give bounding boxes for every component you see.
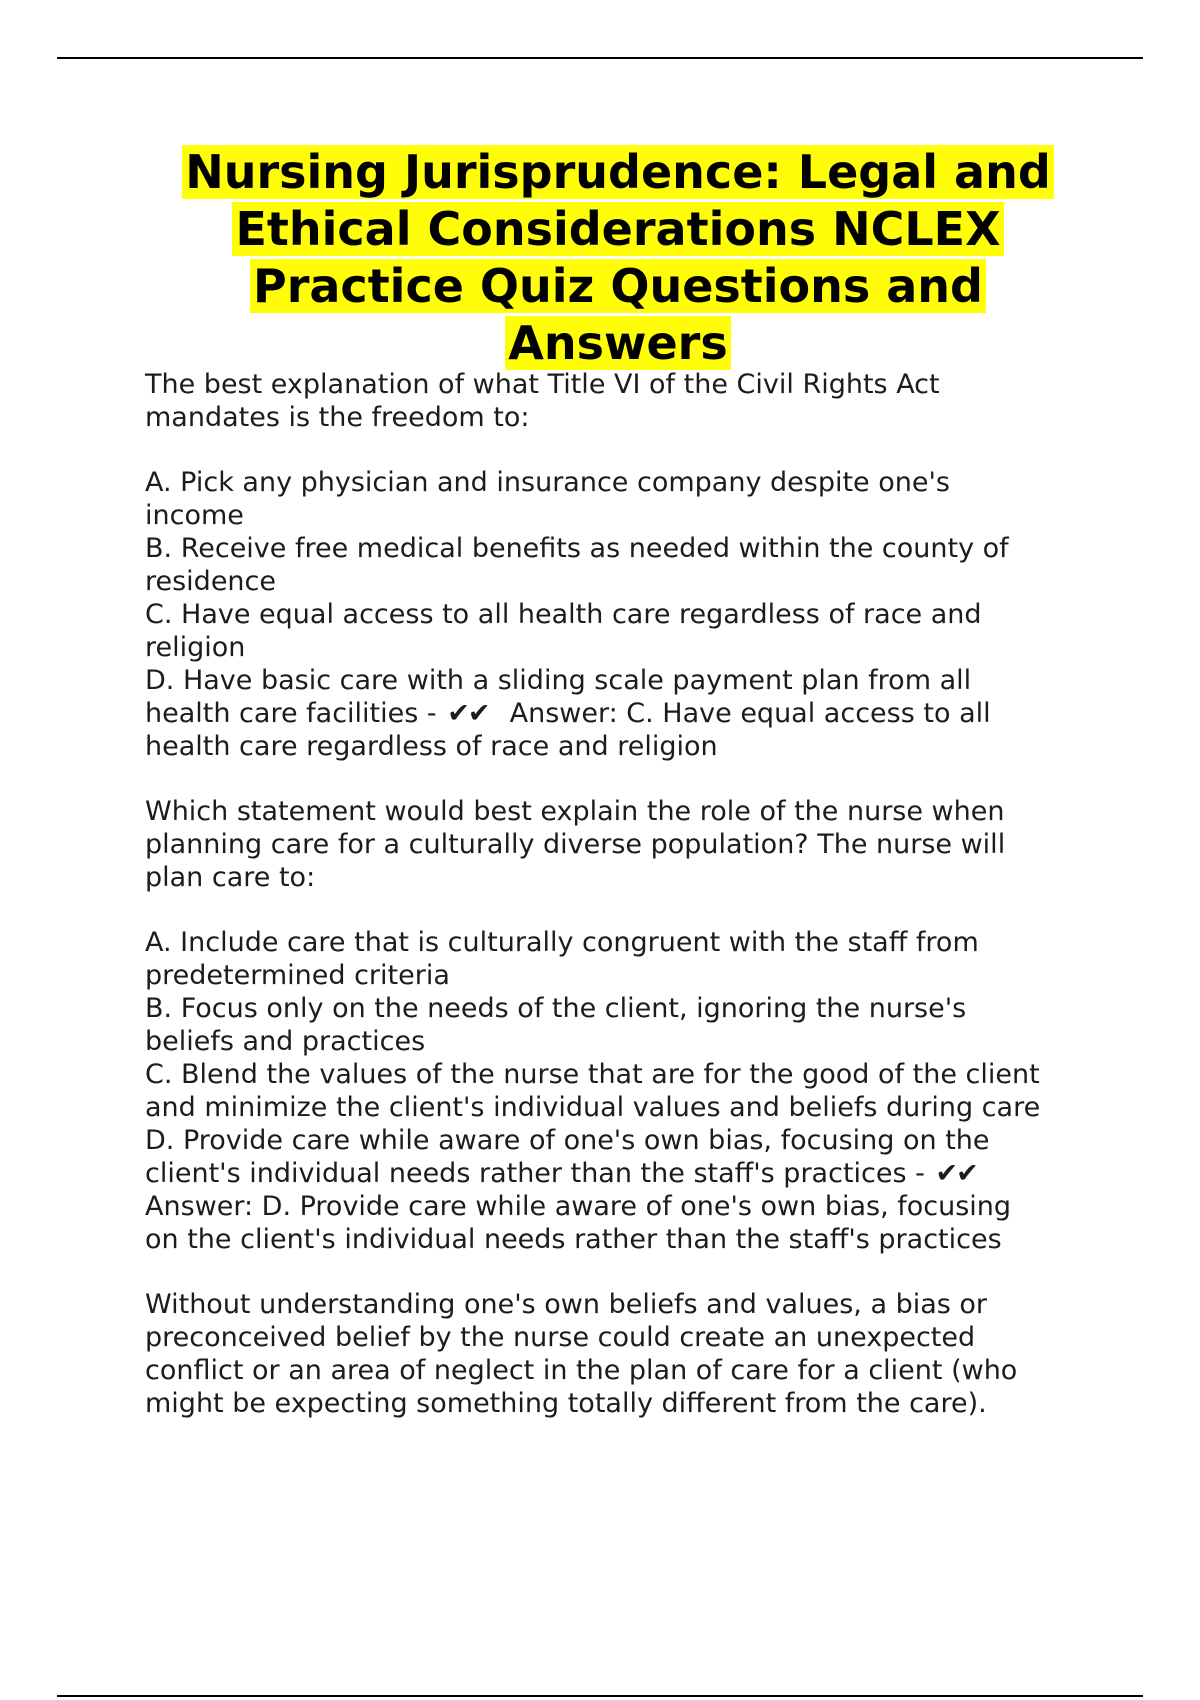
explanation-line: Without understanding one's own beliefs and values, a bias or xyxy=(145,1289,988,1320)
question-2-option-line: beliefs and practices xyxy=(145,1026,426,1057)
title-line: Answers xyxy=(508,316,728,370)
question-1-option-line: C. Have equal access to all health care regardless of race and xyxy=(145,599,982,630)
title-line: Ethical Considerations NCLEX xyxy=(235,202,1001,256)
explanation-line: might be expecting something totally different from the care). xyxy=(145,1388,987,1419)
document-body xyxy=(145,368,1105,1420)
question-2-option-line: A. Include care that is culturally congruent with the staff from xyxy=(145,927,979,958)
question-2-stem-line: planning care for a culturally diverse population? The nurse will xyxy=(145,829,1006,860)
explanation-paragraph xyxy=(145,1288,1105,1420)
question-1-option-line: A. Pick any physician and insurance company despite one's xyxy=(145,467,950,498)
question-1-option-line: D. Have basic care with a sliding scale payment plan from all xyxy=(145,665,972,696)
checkmark-icon: ✔✔ xyxy=(935,1158,977,1189)
answer-lead-text: health care facilities - xyxy=(145,698,446,729)
question-1-stem-line: mandates is the freedom to: xyxy=(145,402,530,433)
answer-lead-text: client's individual needs rather than the staff's practices - xyxy=(145,1158,934,1189)
question-2-answer-line: Answer: D. Provide care while aware of one's own bias, focusing xyxy=(145,1191,1012,1222)
answer-text: Answer: C. Have equal access to all xyxy=(492,698,991,729)
question-2-stem xyxy=(145,795,1105,894)
title-block xyxy=(100,144,1136,372)
question-2-answer-line: on the client's individual needs rather than the staff's practices xyxy=(145,1224,1002,1255)
question-1-option-line: residence xyxy=(145,566,277,597)
question-1-options xyxy=(145,466,1105,763)
question-1-answer-line: health care regardless of race and religion xyxy=(145,731,718,762)
title-highlight xyxy=(182,145,1054,370)
question-2-option-line: predetermined criteria xyxy=(145,960,450,991)
question-2-stem-line: plan care to: xyxy=(145,862,316,893)
question-2-option-line: B. Focus only on the needs of the client, ignoring the nurse's xyxy=(145,993,967,1024)
explanation-line: conflict or an area of neglect in the plan of care for a client (who xyxy=(145,1355,1018,1386)
question-1-stem xyxy=(145,368,1105,434)
bottom-rule xyxy=(57,1695,1143,1697)
question-2-answer-line xyxy=(145,1157,1105,1190)
question-2-options xyxy=(145,926,1105,1256)
question-2-stem-line: Which statement would best explain the role of the nurse when xyxy=(145,796,1005,827)
title-line: Practice Quiz Questions and xyxy=(252,259,983,313)
question-2-option-line: C. Blend the values of the nurse that are for the good of the client xyxy=(145,1059,1040,1090)
checkmark-icon: ✔✔ xyxy=(447,698,489,729)
question-1-stem-line: The best explanation of what Title VI of the Civil Rights Act xyxy=(145,369,940,400)
question-2-option-line: D. Provide care while aware of one's own bias, focusing on the xyxy=(145,1125,990,1156)
question-1-answer-line xyxy=(145,697,1105,730)
question-1-option-line: B. Receive free medical benefits as needed within the county of xyxy=(145,533,1009,564)
explanation-line: preconceived belief by the nurse could create an unexpected xyxy=(145,1322,976,1353)
question-1-option-line: income xyxy=(145,500,244,531)
question-2-option-line: and minimize the client's individual values and beliefs during care xyxy=(145,1092,1041,1123)
question-1-option-line: religion xyxy=(145,632,246,663)
title-line: Nursing Jurisprudence: Legal and xyxy=(185,145,1051,199)
document-title xyxy=(182,145,1054,370)
top-rule xyxy=(57,57,1143,59)
